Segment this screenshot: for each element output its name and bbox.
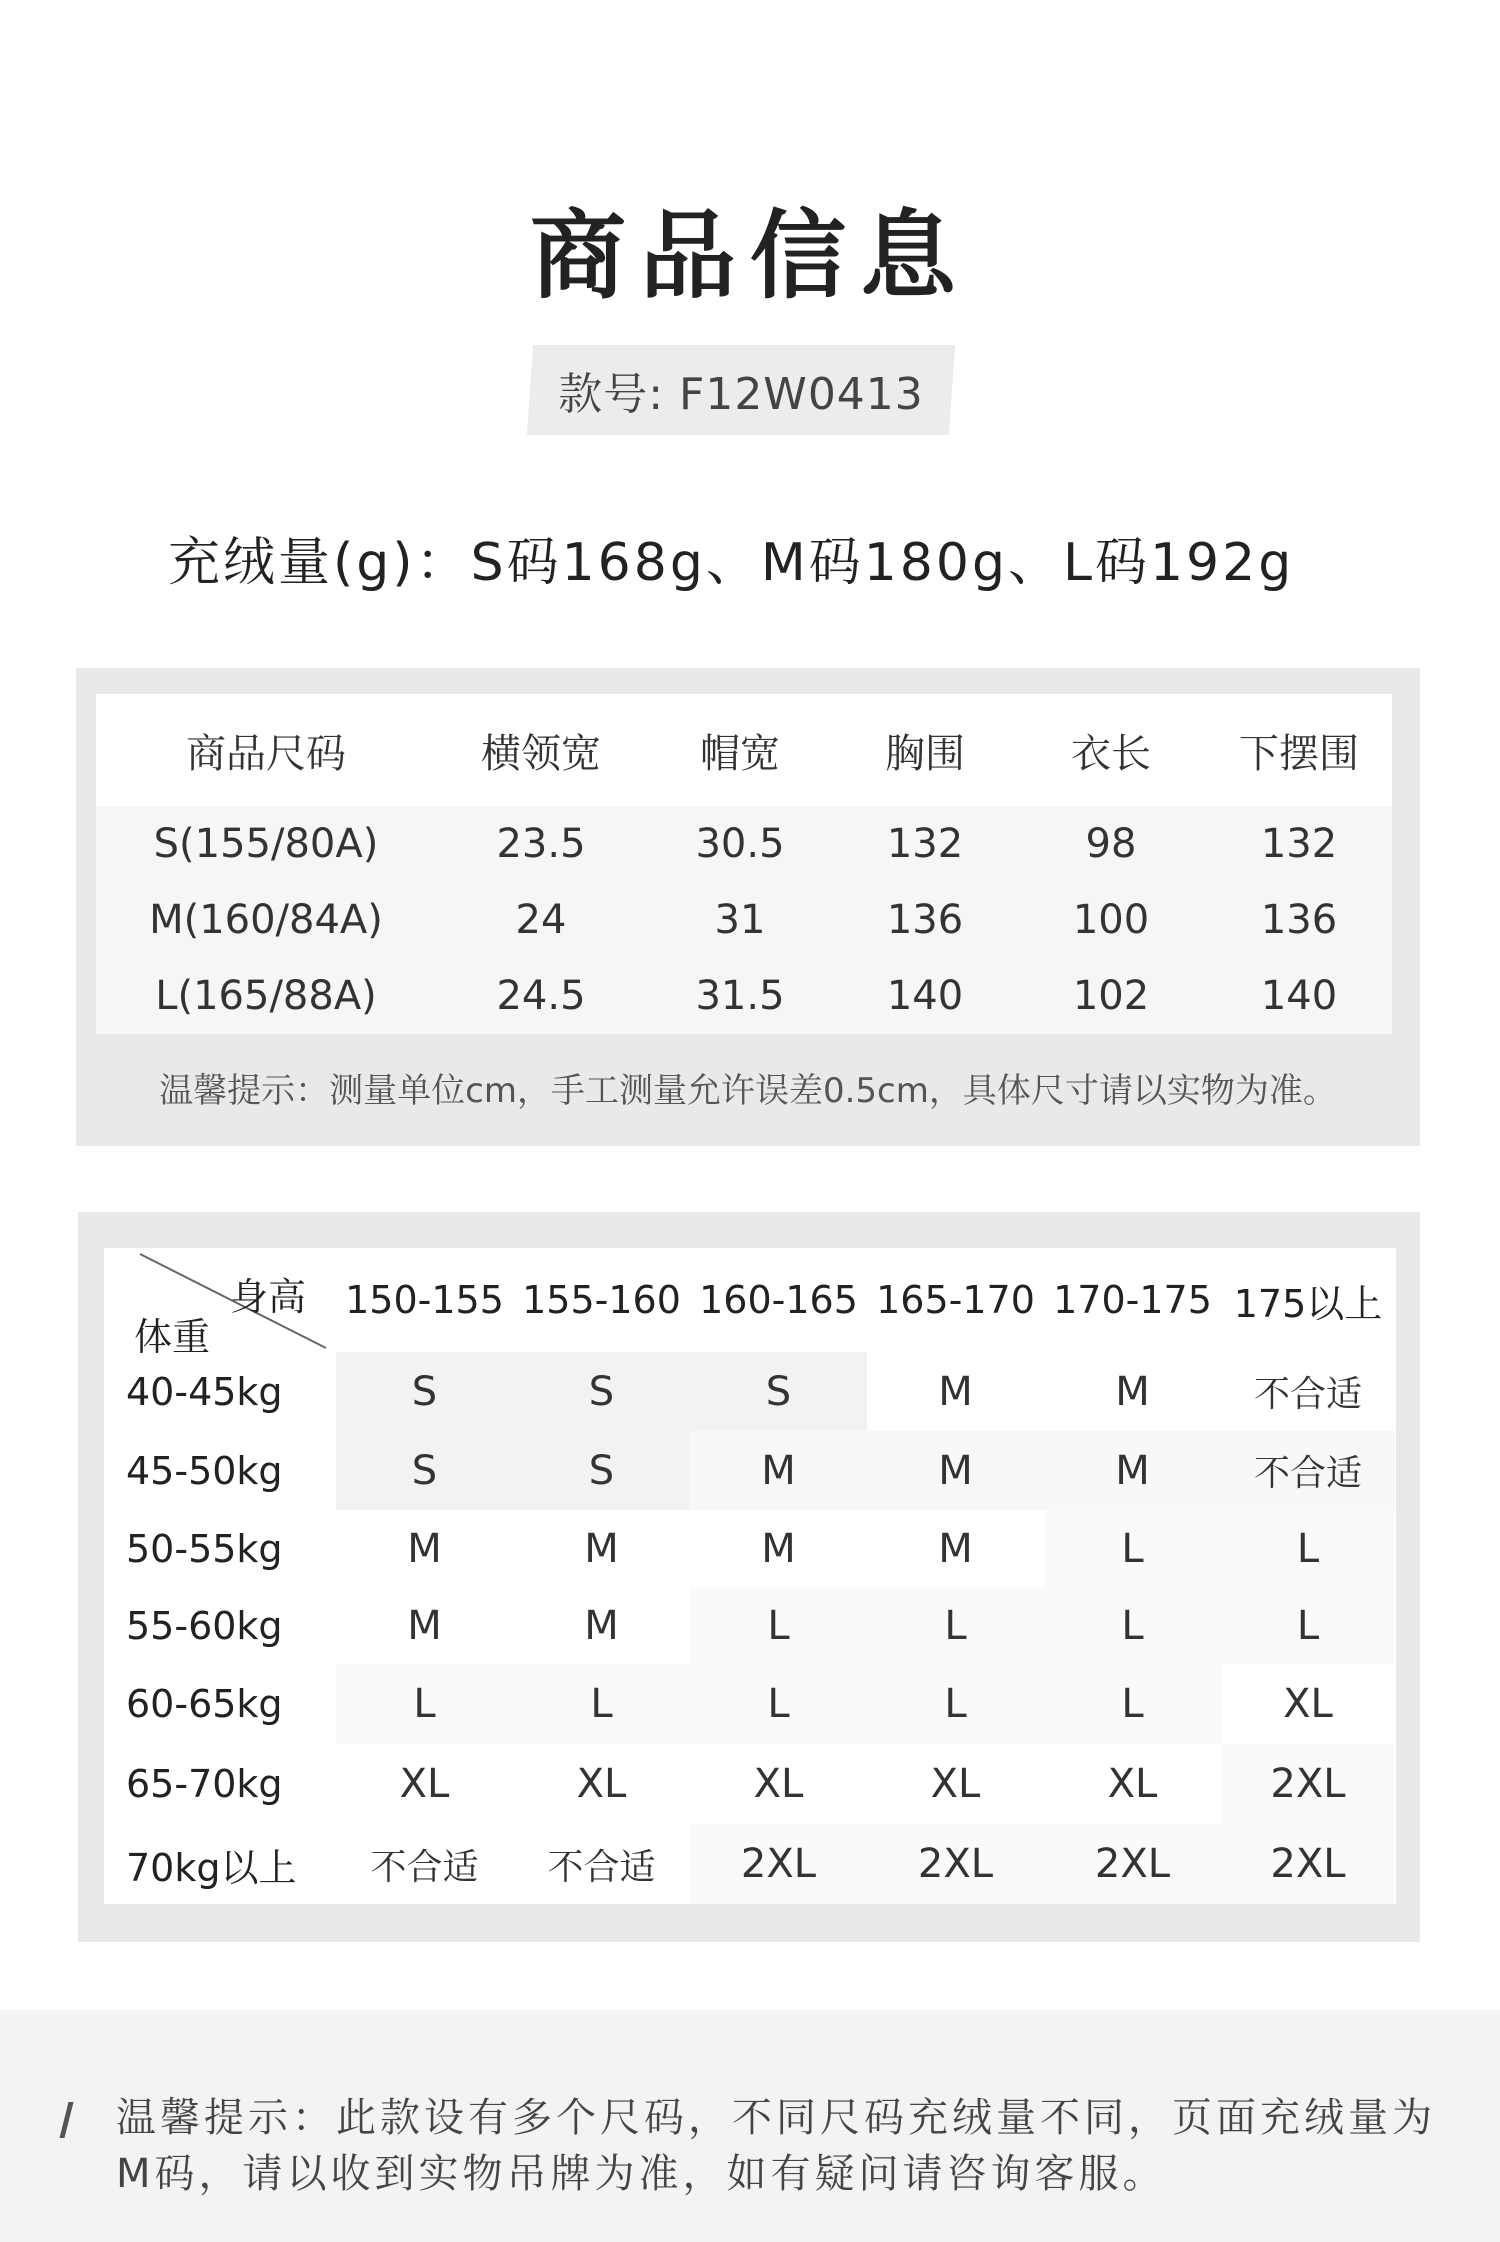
style-number-text: 款号: F12W0413 bbox=[558, 369, 924, 420]
size-cell: 2XL bbox=[1221, 1744, 1395, 1824]
header-cell: 衣长 bbox=[1071, 730, 1151, 777]
header-cell: 下摆围 bbox=[1239, 730, 1359, 777]
size-cell: 不合适 bbox=[1221, 1431, 1395, 1510]
table-cell: 31.5 bbox=[695, 973, 785, 1019]
size-cell: XL bbox=[1283, 1681, 1333, 1727]
table-cell: 23.5 bbox=[496, 821, 586, 867]
height-header: 155-160 bbox=[522, 1278, 681, 1322]
size-cell: L bbox=[690, 1664, 867, 1744]
size-cell: M bbox=[584, 1525, 619, 1572]
size-cell: 不合适 bbox=[1253, 1374, 1362, 1415]
size-cell: M bbox=[938, 1525, 973, 1572]
fit-table bbox=[104, 1248, 1396, 1904]
table-cell: 30.5 bbox=[695, 821, 785, 867]
header-cell: 商品尺码 bbox=[186, 730, 346, 777]
style-number-badge bbox=[527, 345, 955, 435]
page-title: 商品信息 bbox=[530, 200, 970, 312]
table-cell: 140 bbox=[886, 973, 964, 1019]
weight-label: 55-60kg bbox=[126, 1603, 283, 1648]
size-cell: L bbox=[1221, 1510, 1395, 1587]
fit-table-panel bbox=[78, 1212, 1420, 1942]
size-cell: L bbox=[1221, 1587, 1395, 1664]
size-cell: 2XL bbox=[1044, 1824, 1221, 1904]
height-header-row bbox=[104, 1248, 1396, 1352]
size-cell: L bbox=[867, 1664, 1044, 1744]
header-cell: 帽宽 bbox=[700, 730, 780, 777]
height-header: 150-155 bbox=[345, 1278, 504, 1322]
table-cell: L(165/88A) bbox=[155, 973, 377, 1019]
size-cell: M bbox=[1115, 1368, 1150, 1415]
size-cell: M bbox=[407, 1602, 442, 1649]
size-cell: S bbox=[513, 1431, 690, 1510]
size-table-panel bbox=[76, 668, 1420, 1146]
size-cell: L bbox=[1044, 1664, 1221, 1744]
table-row bbox=[104, 1664, 1396, 1744]
table-row bbox=[96, 958, 1392, 1034]
table-row bbox=[104, 1744, 1396, 1824]
weight-label: 45-50kg bbox=[126, 1448, 283, 1493]
weight-label: 40-45kg bbox=[126, 1369, 283, 1414]
size-cell: XL bbox=[1107, 1761, 1158, 1807]
size-cell: XL bbox=[576, 1761, 627, 1807]
weight-label: 70kg以上 bbox=[126, 1845, 297, 1890]
table-row bbox=[96, 882, 1392, 958]
table-row bbox=[104, 1510, 1396, 1587]
measurement-note: 温馨提示：测量单位cm，手工测量允许误差0.5cm，具体尺寸请以实物为准。 bbox=[159, 1071, 1337, 1111]
size-cell: 不合适 bbox=[547, 1846, 656, 1888]
height-header: 165-170 bbox=[876, 1278, 1035, 1322]
size-cell: M bbox=[867, 1431, 1044, 1510]
size-cell: L bbox=[1044, 1510, 1221, 1587]
size-cell: XL bbox=[399, 1761, 450, 1807]
size-cell: L bbox=[867, 1587, 1044, 1664]
size-cell: L bbox=[690, 1587, 867, 1664]
corner-weight-label: 体重 bbox=[134, 1315, 211, 1359]
size-cell: M bbox=[1044, 1431, 1221, 1510]
table-cell: S(155/80A) bbox=[153, 821, 379, 867]
table-cell: 24.5 bbox=[496, 973, 586, 1019]
table-cell: 98 bbox=[1085, 821, 1137, 867]
size-cell: S bbox=[336, 1431, 513, 1510]
size-table-body bbox=[96, 806, 1392, 1034]
size-cell: S bbox=[513, 1352, 690, 1431]
size-cell: S bbox=[690, 1352, 867, 1431]
bottom-notice-text: 温馨提示：此款设有多个尺码，不同尺码充绒量不同，页面充绒量为M码，请以收到实物吊牌为准，如有疑问请咨询客服。 bbox=[116, 2095, 1436, 2197]
size-cell: 2XL bbox=[867, 1824, 1044, 1904]
size-cell: 2XL bbox=[690, 1824, 867, 1904]
size-cell: L bbox=[513, 1664, 690, 1744]
slash-icon bbox=[60, 2102, 74, 2138]
table-row bbox=[104, 1824, 1396, 1904]
table-cell: M(160/84A) bbox=[149, 897, 383, 943]
size-cell: 2XL bbox=[1221, 1824, 1395, 1904]
weight-label: 65-70kg bbox=[126, 1762, 283, 1806]
size-cell: M bbox=[407, 1525, 442, 1572]
table-cell: 100 bbox=[1072, 897, 1150, 943]
size-table-header bbox=[96, 694, 1392, 806]
size-cell: M bbox=[584, 1602, 619, 1649]
table-row bbox=[104, 1431, 1396, 1510]
weight-label: 50-55kg bbox=[126, 1526, 283, 1571]
size-cell: S bbox=[336, 1352, 513, 1431]
size-cell: M bbox=[938, 1368, 973, 1415]
table-cell: 136 bbox=[1260, 897, 1338, 943]
table-cell: 136 bbox=[886, 897, 964, 943]
size-cell: XL bbox=[753, 1761, 804, 1807]
size-cell: L bbox=[336, 1664, 513, 1744]
header-cell: 横领宽 bbox=[481, 730, 601, 777]
table-cell: 102 bbox=[1072, 973, 1150, 1019]
header-cell: 胸围 bbox=[885, 730, 965, 777]
table-cell: 132 bbox=[1260, 821, 1338, 867]
table-cell: 24 bbox=[515, 897, 567, 943]
weight-label: 60-65kg bbox=[126, 1682, 283, 1726]
size-cell: XL bbox=[930, 1761, 981, 1807]
table-row bbox=[104, 1352, 1396, 1431]
table-cell: 132 bbox=[886, 821, 964, 867]
height-header: 160-165 bbox=[699, 1278, 858, 1322]
height-header: 175以上 bbox=[1233, 1281, 1383, 1326]
size-cell: M bbox=[761, 1525, 796, 1572]
size-table bbox=[96, 694, 1392, 1034]
size-cell: 不合适 bbox=[370, 1846, 479, 1888]
table-cell: 31 bbox=[714, 897, 766, 943]
height-header: 170-175 bbox=[1053, 1278, 1212, 1322]
table-row bbox=[96, 806, 1392, 882]
size-cell: L bbox=[1044, 1587, 1221, 1664]
bottom-notice bbox=[0, 2010, 1500, 2242]
size-cell: M bbox=[690, 1431, 867, 1510]
corner-height-label: 身高 bbox=[229, 1275, 306, 1319]
table-row bbox=[104, 1587, 1396, 1664]
fill-weight-info: 充绒量(g)：S码168g、M码180g、L码192g bbox=[168, 533, 1295, 593]
table-cell: 140 bbox=[1260, 973, 1338, 1019]
